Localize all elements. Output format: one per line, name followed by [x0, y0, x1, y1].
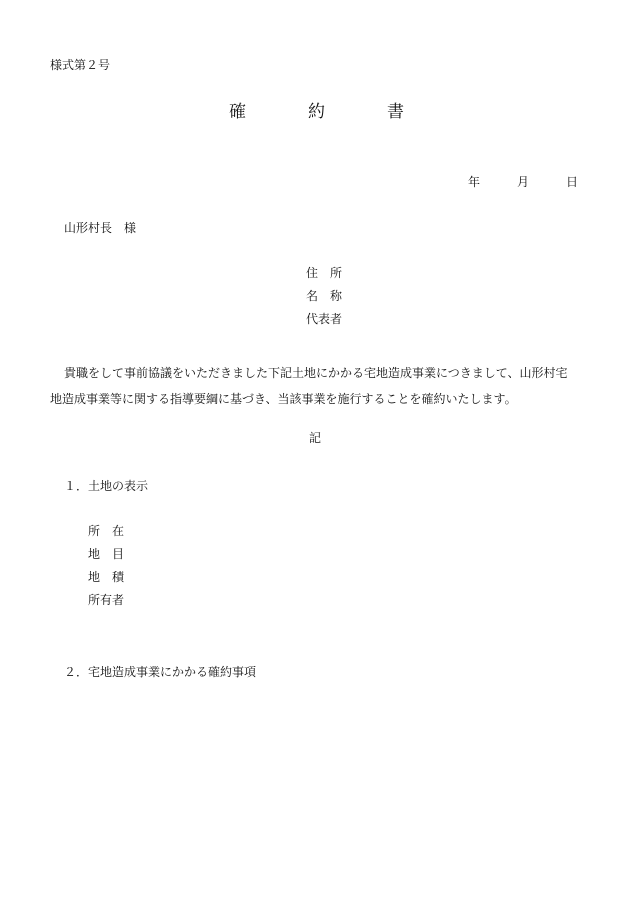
pledge-body: [50, 360, 580, 412]
pledge-body-line: 地造成事業等に関する指導要綱に基づき、当該事業を施行することを確約いたします。: [50, 392, 517, 406]
land-owner-label: 所有者: [88, 593, 125, 607]
applicant-name-label: 名 称: [306, 289, 343, 303]
title-char: 書: [387, 102, 404, 122]
applicant-name-row: [306, 290, 346, 313]
applicant-address-label: 住 所: [306, 266, 343, 280]
applicant-representative-row: [306, 313, 346, 336]
applicant-address-row: [306, 267, 346, 290]
document-title: [229, 104, 404, 121]
land-owner-row: [88, 594, 128, 617]
applicant-representative-label: 代表者: [306, 312, 343, 326]
land-category-label: 地 目: [88, 547, 125, 561]
section-land-heading: １．土地の表示: [64, 479, 149, 493]
date-day-label: 日: [565, 175, 578, 189]
applicant-block: [306, 267, 346, 336]
land-area-label: 地 積: [88, 570, 125, 584]
date-line: [468, 176, 578, 188]
ki-marker: 記: [309, 431, 322, 445]
land-fields: [88, 525, 128, 617]
land-location-row: [88, 525, 128, 548]
date-month-label: 月: [516, 175, 529, 189]
date-year-label: 年: [468, 175, 481, 189]
land-category-row: [88, 548, 128, 571]
form-number: 様式第２号: [50, 58, 111, 72]
land-location-label: 所 在: [88, 524, 125, 538]
pledge-body-line: 貴職をして事前協議をいただきました下記土地にかかる宅地造成事業につきまして、山形村宅: [64, 366, 568, 380]
addressee: 山形村長 様: [64, 221, 137, 235]
land-area-row: [88, 571, 128, 594]
title-char: 確: [229, 102, 246, 122]
section-pledge-items-heading: ２．宅地造成事業にかかる確約事項: [64, 665, 257, 679]
title-char: 約: [308, 102, 325, 122]
